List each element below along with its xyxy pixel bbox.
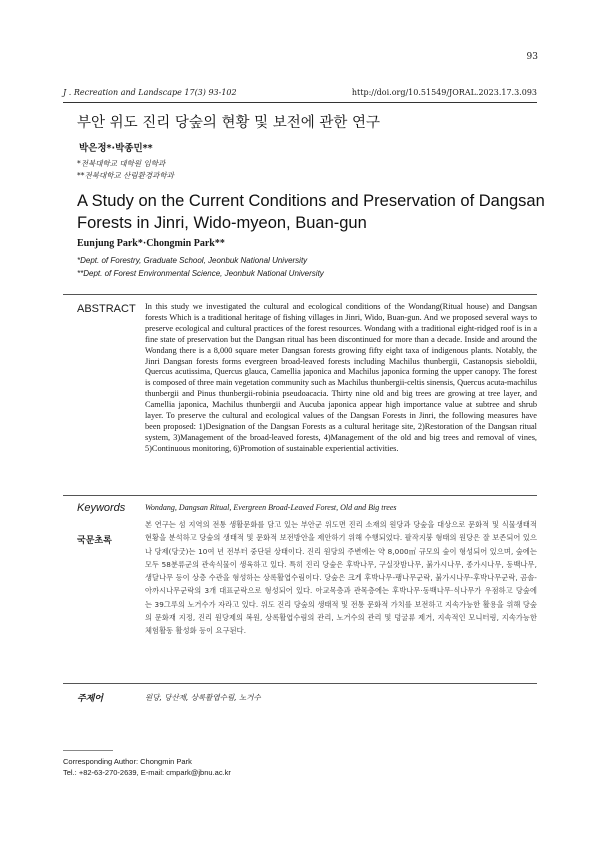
korean-abstract-label: 국문초록: [77, 536, 112, 546]
korean-keywords-top-rule: [63, 683, 537, 684]
english-title-line-2: Forests in Jinri, Wido-myeon, Buan-gun: [77, 214, 367, 232]
korean-affiliation-2: **전북대학교 산림환경과학과: [77, 171, 174, 180]
abstract-top-rule: [63, 294, 537, 295]
english-affiliation-1: *Dept. of Forestry, Graduate School, Jeonbuk National University: [77, 256, 308, 265]
doi-link[interactable]: http://doi.org/10.51549/JORAL.2023.17.3.093: [351, 88, 537, 97]
page-number: 93: [526, 52, 538, 62]
korean-keywords-text: 원당, 당산제, 상록활엽수림, 노거수: [145, 693, 261, 702]
journal-header: [63, 88, 537, 103]
keywords-top-rule: [63, 495, 537, 496]
journal-citation: J . Recreation and Landscape 17(3) 93-102: [63, 88, 237, 97]
english-affiliation-2: **Dept. of Forest Environmental Science, Jeonbuk National University: [77, 269, 324, 278]
keywords-text: Wondang, Dangsan Ritual, Evergreen Broad-Leaved Forest, Old and Big trees: [145, 503, 397, 512]
footnote-rule: [63, 750, 113, 751]
english-title-line-1: A Study on the Current Conditions and Preservation of Dangsan: [77, 192, 545, 210]
korean-keywords-label: 주제어: [77, 694, 104, 704]
korean-authors: 박은정*·박종민**: [79, 143, 153, 154]
corresponding-author: Corresponding Author: Chongmin Park: [63, 757, 192, 766]
korean-affiliation-1: *전북대학교 대학원 임학과: [77, 159, 166, 168]
english-title: [77, 190, 547, 234]
abstract-text: In this study we investigated the cultural and ecological conditions of the Wondang(Ritual house) and Dangsan forests Which is a traditional heritage of fishing villages in Jinri, Wido, Buan-gun. And we proposed several ways to preserve ecological and cultural practices of the forest resources. Wondang with a traditional eight-ridged roof is in a fine state of preservation but the Dangsan ritual has been discontinued for more than a decade. Inside and around the Wondang there is a 8,000 square meter Dangsan forests growing fifty eight taxa of indigenous plants. Notably, the Jinri Dangsan forests forms evergreen broad-leaved forests including Machilus thunbergii, Castanopsis sieboldii, Quercus acutissima, Quercus glauca, Camellia japonica and Machilus japonica forming the upper canopy. The forest is composed of three main vegetation community such as Machilus thunbergii-celtis sinensis, Quercus acuta-machilus thunbergii and Pinus thunbergii-robinia pseudoacacia. Thirty nine old and big trees are growing at tree layer, and Camellia japonica, Machilus thunbergii and Aucuba japonica appear high importance value at subtree and shrub layer. To preserve the cultural and ecological values of the Dangsan Forests in Jinri, the following measures have been proposed: 1)Designation of the Dangsan Forests as a cultural heritage site, 2)Restoration of the Dangsan ritual system, 3)Management of the broad-leaved forests, 4)Management of the old and big trees and removal of vines, 5)Continuous monitoring, 6)Promotion of sustainable experiential activities.: [145, 302, 538, 453]
abstract-label: ABSTRACT: [77, 303, 136, 315]
english-authors: Eunjung Park*·Chongmin Park**: [77, 238, 225, 249]
author-contact: Tel.: +82-63-270-2639, E-mail: cmpark@jbnu.ac.kr: [63, 768, 231, 777]
korean-abstract-text: 본 연구는 섬 지역의 전통 생활문화를 담고 있는 부안군 위도면 진리 소재의 원당과 당숲을 대상으로 문화적 및 식물생태적 현황을 분석하고 당숲의 생태적 및 문화적 보전방안을 제안하기 위해 수행되었다. 팔작지붕 형태의 원당은 잘 보존되어 있으나 당제(당굿)는 10여 년 전부터 중단된 상태이다. 진리 원당의 주변에는 약 8,000㎡ 규모의 숲이 형성되어 있으며, 숲에는 모두 58분류군의 관속식물이 생육하고 있다. 특히 진리 당숲은 후박나무, 구실잣밤나무, 붉가시나무, 종가시나무, 동백나무, 생달나무 등이 상층 수관을 형성하는 상록활엽수림이다. 당숲은 크게 후박나무-팽나무군락, 붉가시나무-후박나무군락, 곰솔-아까시나무군락의 3개 대표군락으로 형성되어 있다. 아교목층과 관목층에는 후박나무·동백나무·식나무가 우점하고 당숲에는 39그루의 노거수가 자라고 있다. 위도 진리 당숲의 생태적 및 전통 문화적 가치를 보전하고 지속가능한 활용을 위해 당숲의 문화재 지정, 진리 원당제의 복원, 상록활엽수림의 관리, 노거수의 관리 및 덩굴류 제거, 지속적인 모니터링, 지속가능한 체험활동 활성화 등이 요구된다.: [145, 520, 537, 636]
keywords-label: Keywords: [77, 502, 126, 514]
korean-title: 부안 위도 진리 당숲의 현황 및 보전에 관한 연구: [77, 115, 381, 131]
